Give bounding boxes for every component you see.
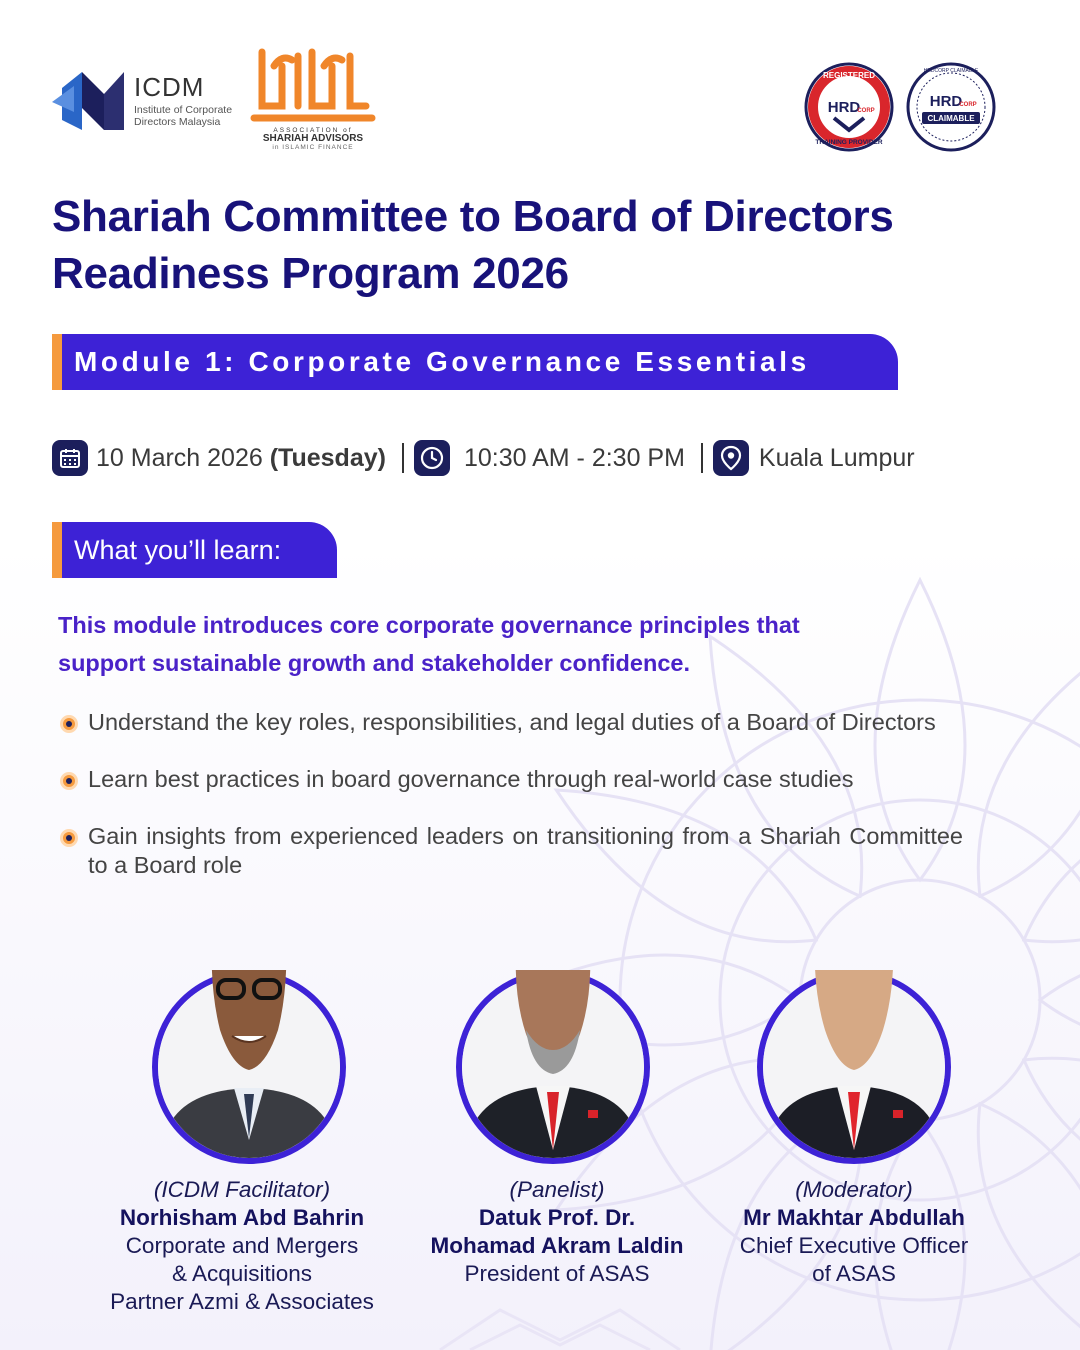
speaker-1-role: (ICDM Facilitator) bbox=[153, 1177, 331, 1202]
speaker-1-desc-3: Partner Azmi & Associates bbox=[110, 1289, 374, 1314]
event-day: (Tuesday) bbox=[269, 443, 386, 472]
title-line-1: Shariah Committee to Board of Directors bbox=[52, 192, 894, 241]
badge2-brand: HRD bbox=[929, 93, 963, 110]
speaker-2-name-1: Datuk Prof. Dr. bbox=[478, 1205, 636, 1230]
speaker-2-caption bbox=[412, 1176, 702, 1288]
badge2-ring-text: HRDCORP CLAIMABLE bbox=[923, 68, 979, 74]
bullet-dot-icon bbox=[60, 715, 78, 733]
event-info-row bbox=[52, 438, 915, 478]
speaker-2-role: (Panelist) bbox=[509, 1177, 605, 1202]
hrdcorp-claimable-badge bbox=[906, 62, 996, 152]
asas-calligraphy-icon bbox=[248, 46, 378, 124]
speaker-3-desc-2: of ASAS bbox=[812, 1261, 896, 1286]
badge1-brand: HRD bbox=[827, 99, 861, 116]
module-title: Module 1: Corporate Governance Essentials bbox=[74, 346, 810, 377]
module-intro bbox=[58, 606, 958, 682]
speaker-1-portrait bbox=[152, 970, 346, 1164]
badge1-bottom-text: TRAINING PROVIDER bbox=[815, 139, 883, 146]
separator bbox=[701, 443, 703, 473]
event-time: 10:30 AM - 2:30 PM bbox=[463, 443, 685, 472]
separator bbox=[402, 443, 404, 473]
badge1-top-text: REGISTERED bbox=[822, 71, 876, 80]
speaker-2-portrait bbox=[456, 970, 650, 1164]
speaker-2-photo-icon bbox=[456, 970, 650, 1164]
bullet-dot-icon bbox=[60, 829, 78, 847]
speaker-3-photo-icon bbox=[757, 970, 951, 1164]
intro-line-2: support sustainable growth and stakeholder confidence. bbox=[58, 650, 690, 676]
speaker-2-name-2: Mohamad Akram Laldin bbox=[430, 1233, 684, 1258]
learn-banner bbox=[52, 522, 337, 578]
learning-outcomes-list bbox=[58, 708, 963, 908]
speaker-1-caption bbox=[72, 1176, 412, 1316]
module-banner bbox=[52, 334, 898, 390]
speaker-3-portrait bbox=[757, 970, 951, 1164]
badge2-label: CLAIMABLE bbox=[927, 114, 975, 123]
speaker-1-photo-icon bbox=[152, 970, 346, 1164]
asas-line2: SHARIAH ADVISORS bbox=[262, 133, 364, 144]
list-item: Learn best practices in board governance through real-world case studies bbox=[58, 765, 963, 794]
location-pin-icon bbox=[713, 440, 749, 476]
speaker-2-desc-1: President of ASAS bbox=[464, 1261, 650, 1286]
clock-icon bbox=[414, 440, 450, 476]
list-item: Gain insights from experienced leaders on transitioning from a Shariah Committee to a Board role bbox=[58, 822, 963, 880]
speaker-3-role: (Moderator) bbox=[795, 1177, 913, 1202]
icdm-m-logo-icon bbox=[52, 68, 128, 134]
list-item: Understand the key roles, responsibilities, and legal duties of a Board of Directors bbox=[58, 708, 963, 737]
event-location: Kuala Lumpur bbox=[758, 443, 915, 472]
asas-line3: in ISLAMIC FINANCE bbox=[272, 144, 354, 151]
asas-line1: ASSOCIATION of bbox=[273, 127, 353, 134]
calendar-icon bbox=[52, 440, 88, 476]
hrdcorp-registered-badge bbox=[804, 62, 894, 152]
page-title bbox=[52, 188, 1042, 302]
bullet-dot-icon bbox=[60, 772, 78, 790]
speaker-3-name: Mr Makhtar Abdullah bbox=[743, 1205, 965, 1230]
icdm-subtitle-1: Institute of Corporate bbox=[134, 104, 233, 116]
badge1-brand-suffix: CORP bbox=[857, 108, 875, 114]
learn-heading: What you’ll learn: bbox=[74, 534, 282, 565]
icdm-subtitle-2: Directors Malaysia bbox=[134, 116, 221, 128]
badge2-brand-suffix: CORP bbox=[959, 102, 977, 108]
speaker-3-desc-1: Chief Executive Officer bbox=[739, 1233, 969, 1258]
title-line-2: Readiness Program 2026 bbox=[52, 249, 569, 298]
intro-line-1: This module introduces core corporate governance principles that bbox=[58, 612, 800, 638]
speaker-3-caption bbox=[704, 1176, 1004, 1288]
asas-logo bbox=[248, 46, 378, 158]
icdm-name: ICDM bbox=[134, 72, 205, 102]
icdm-logo bbox=[52, 66, 242, 136]
speaker-1-desc-1: Corporate and Mergers bbox=[125, 1233, 359, 1258]
speaker-1-desc-2: & Acquisitions bbox=[171, 1261, 313, 1286]
speaker-1-name: Norhisham Abd Bahrin bbox=[119, 1205, 365, 1230]
event-date: 10 March 2026 (Tuesday) bbox=[96, 443, 386, 472]
